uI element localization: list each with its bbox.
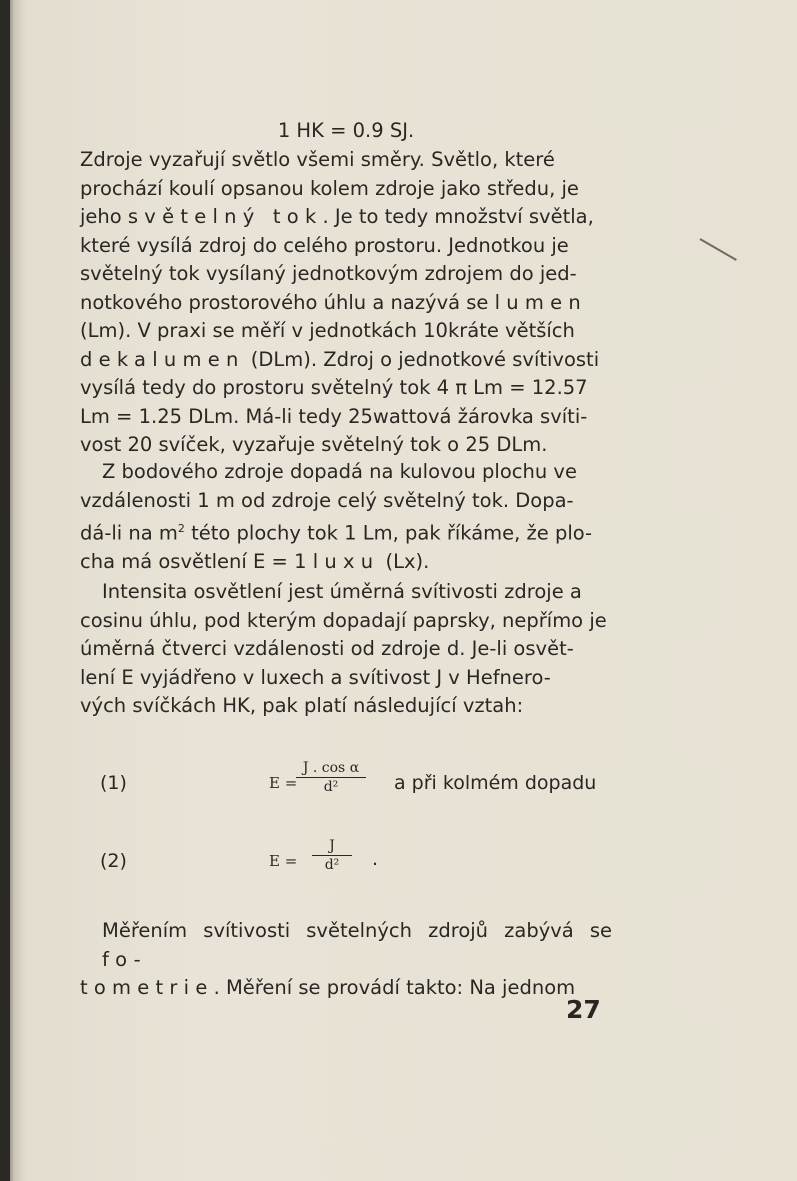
equation-fraction xyxy=(296,760,366,795)
pencil-mark xyxy=(700,238,737,261)
text-span: Měřením svítivosti světelných zdrojů zabývá se xyxy=(102,919,612,942)
paragraph-light-flux xyxy=(80,146,612,460)
text-line: Intensita osvětlení jest úměrná svítivosti zdroje a xyxy=(102,580,582,603)
text-span: této plochy tok 1 Lm, pak říkáme, že plo- xyxy=(184,521,593,545)
term-dekalumen: dekalumen xyxy=(80,347,245,371)
equation-1 xyxy=(80,758,612,818)
text-line: prochází koulí opsanou kolem zdroje jako středu, je xyxy=(80,176,579,200)
text-span: (DLm). Zdroj o jednotkové svítivosti xyxy=(244,347,600,371)
text-line: Lm = 1.25 DLm. Má-li tedy 25wattová žárovka svíti- xyxy=(80,404,588,428)
text-span: (Lx). xyxy=(379,550,430,573)
text-line: vysílá tedy do prostoru světelný tok 4 π Lm = 12.57 xyxy=(80,376,588,399)
text-line xyxy=(80,289,612,318)
text-line xyxy=(80,548,612,577)
superscript: 2 xyxy=(177,522,185,535)
text-line xyxy=(80,974,612,1003)
term-lumen: lumen xyxy=(494,290,587,314)
text-line: vost 20 svíček, vyzařuje světelný tok o 25 DLm. xyxy=(80,433,548,456)
term-fotometrie-part1: fo- xyxy=(102,947,147,971)
equation-fraction xyxy=(312,838,352,873)
formula-hk-sj: 1 HK = 0.9 SJ. xyxy=(277,119,415,142)
fraction-numerator: J . cos α xyxy=(296,760,366,778)
text-line: úměrná čtverci vzdálenosti od zdroje d. Je-li osvět- xyxy=(80,637,574,660)
paragraph-photometry xyxy=(80,917,612,1003)
page-number: 27 xyxy=(566,995,601,1024)
text-line: Zdroje vyzařují světlo všemi směry. Světlo, které xyxy=(80,148,555,171)
fraction-denominator: d² xyxy=(323,779,339,795)
text-span: . Měření se provádí takto: Na jednom xyxy=(213,976,576,999)
equation-number: (1) xyxy=(100,772,127,794)
paragraph-illuminance xyxy=(80,458,612,577)
text-span: cha má osvětlení E = 1 xyxy=(80,550,313,573)
text-line: lení E vyjádřeno v luxech a svítivost J v Hefnero- xyxy=(80,665,551,689)
equation-tail-text: . xyxy=(372,848,379,870)
fraction-numerator: J xyxy=(312,838,352,856)
text-line: cosinu úhlu, pod kterým dopadají paprsky, nepřímo je xyxy=(80,608,607,632)
term-svetelny-tok: světelný tok xyxy=(127,205,323,228)
text-span: jeho xyxy=(80,205,128,228)
text-span: notkového prostorového úhlu a nazývá se xyxy=(80,290,495,314)
text-line: vzdálenosti 1 m od zdroje celý světelný tok. Dopa- xyxy=(80,488,574,512)
text-span: . Je to tedy množství světla, xyxy=(322,205,594,228)
text-span: dá-li na m xyxy=(80,521,178,545)
text-line xyxy=(80,917,612,974)
equation-tail-text: a při kolmém dopadu xyxy=(394,772,597,794)
term-fotometrie-part2: tometrie xyxy=(80,976,214,999)
text-line xyxy=(80,346,612,375)
text-line: světelný tok vysílaný jednotkovým zdrojem do jed- xyxy=(80,262,577,285)
paragraph-intensity xyxy=(80,578,612,721)
text-line xyxy=(80,203,612,232)
equation-2 xyxy=(80,834,612,894)
text-line: (Lm). V praxi se měří v jednotkách 10kráte větších xyxy=(80,319,575,342)
text-line: které vysílá zdroj do celého prostoru. Jednotkou je xyxy=(80,233,569,257)
equation-lhs: E = xyxy=(269,852,298,870)
text-line: vých svíčkách HK, pak platí následující vztah: xyxy=(80,694,524,717)
term-luxu: luxu xyxy=(312,550,380,573)
equation-lhs: E = xyxy=(269,774,298,792)
text-line: Z bodového zdroje dopadá na kulovou plochu ve xyxy=(102,460,577,483)
text-line xyxy=(80,515,612,548)
equation-number: (2) xyxy=(100,850,127,872)
fraction-denominator: d² xyxy=(324,857,340,873)
book-binding-edge xyxy=(0,0,10,1181)
